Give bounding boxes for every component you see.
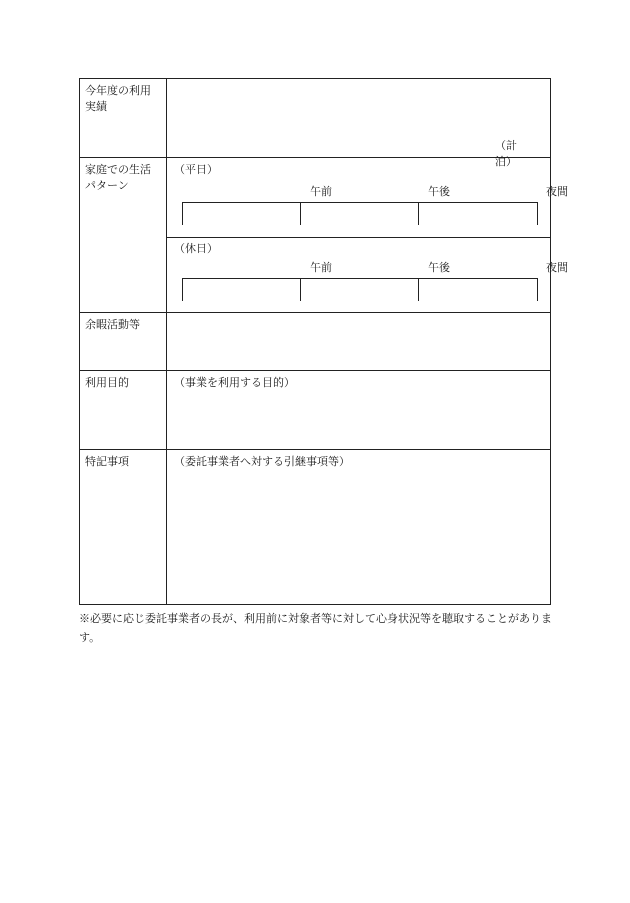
holiday-night-header: 夜間 (546, 261, 568, 274)
holiday-timeline (182, 278, 538, 279)
weekday-tick-evening (418, 202, 419, 225)
row-purpose (80, 371, 550, 450)
label-daily-pattern: 家庭での生活パターン (80, 158, 167, 312)
holiday-pm-header: 午後 (428, 261, 450, 274)
holiday-tick-start (182, 278, 183, 301)
holiday-tick-noon (300, 278, 301, 301)
holiday-tick-end (537, 278, 538, 301)
label-leisure: 余暇活動等 (80, 313, 167, 370)
holiday-title: （休日） (174, 242, 218, 255)
label-usage-record: 今年度の利用実績 (80, 79, 167, 157)
footnote: ※必要に応じ委託事業者の長が、利用前に対象者等に対して心身状況等を聴取することがあります。 (79, 612, 552, 645)
holiday-tick-evening (418, 278, 419, 301)
purpose-hint: （事業を利用する目的） (174, 376, 295, 389)
weekday-am-header: 午前 (310, 185, 332, 198)
weekday-timeline (182, 202, 538, 203)
weekday-pm-header: 午後 (428, 185, 450, 198)
field-purpose[interactable] (167, 371, 550, 449)
weekday-section (167, 158, 568, 238)
label-purpose: 利用目的 (80, 371, 167, 449)
row-daily-pattern (80, 158, 568, 313)
label-special-notes: 特記事項 (80, 450, 167, 604)
weekday-tick-end (537, 202, 538, 225)
holiday-section (167, 237, 568, 313)
weekday-tick-noon (300, 202, 301, 225)
weekday-tick-start (182, 202, 183, 225)
weekday-night-header: 夜間 (546, 185, 568, 198)
row-usage-record (80, 79, 550, 168)
special-notes-hint: （委託事業者へ対する引継事項等） (174, 455, 350, 468)
field-leisure[interactable] (167, 313, 550, 370)
form-table (79, 78, 568, 605)
row-special-notes (80, 450, 550, 604)
holiday-am-header: 午前 (310, 261, 332, 274)
daily-pattern-content (167, 158, 568, 312)
field-special-notes[interactable] (167, 450, 550, 604)
row-leisure (80, 313, 550, 371)
weekday-title: （平日） (174, 163, 218, 176)
total-nights-note: （計 泊） (495, 139, 539, 168)
field-usage-record[interactable] (167, 79, 550, 168)
